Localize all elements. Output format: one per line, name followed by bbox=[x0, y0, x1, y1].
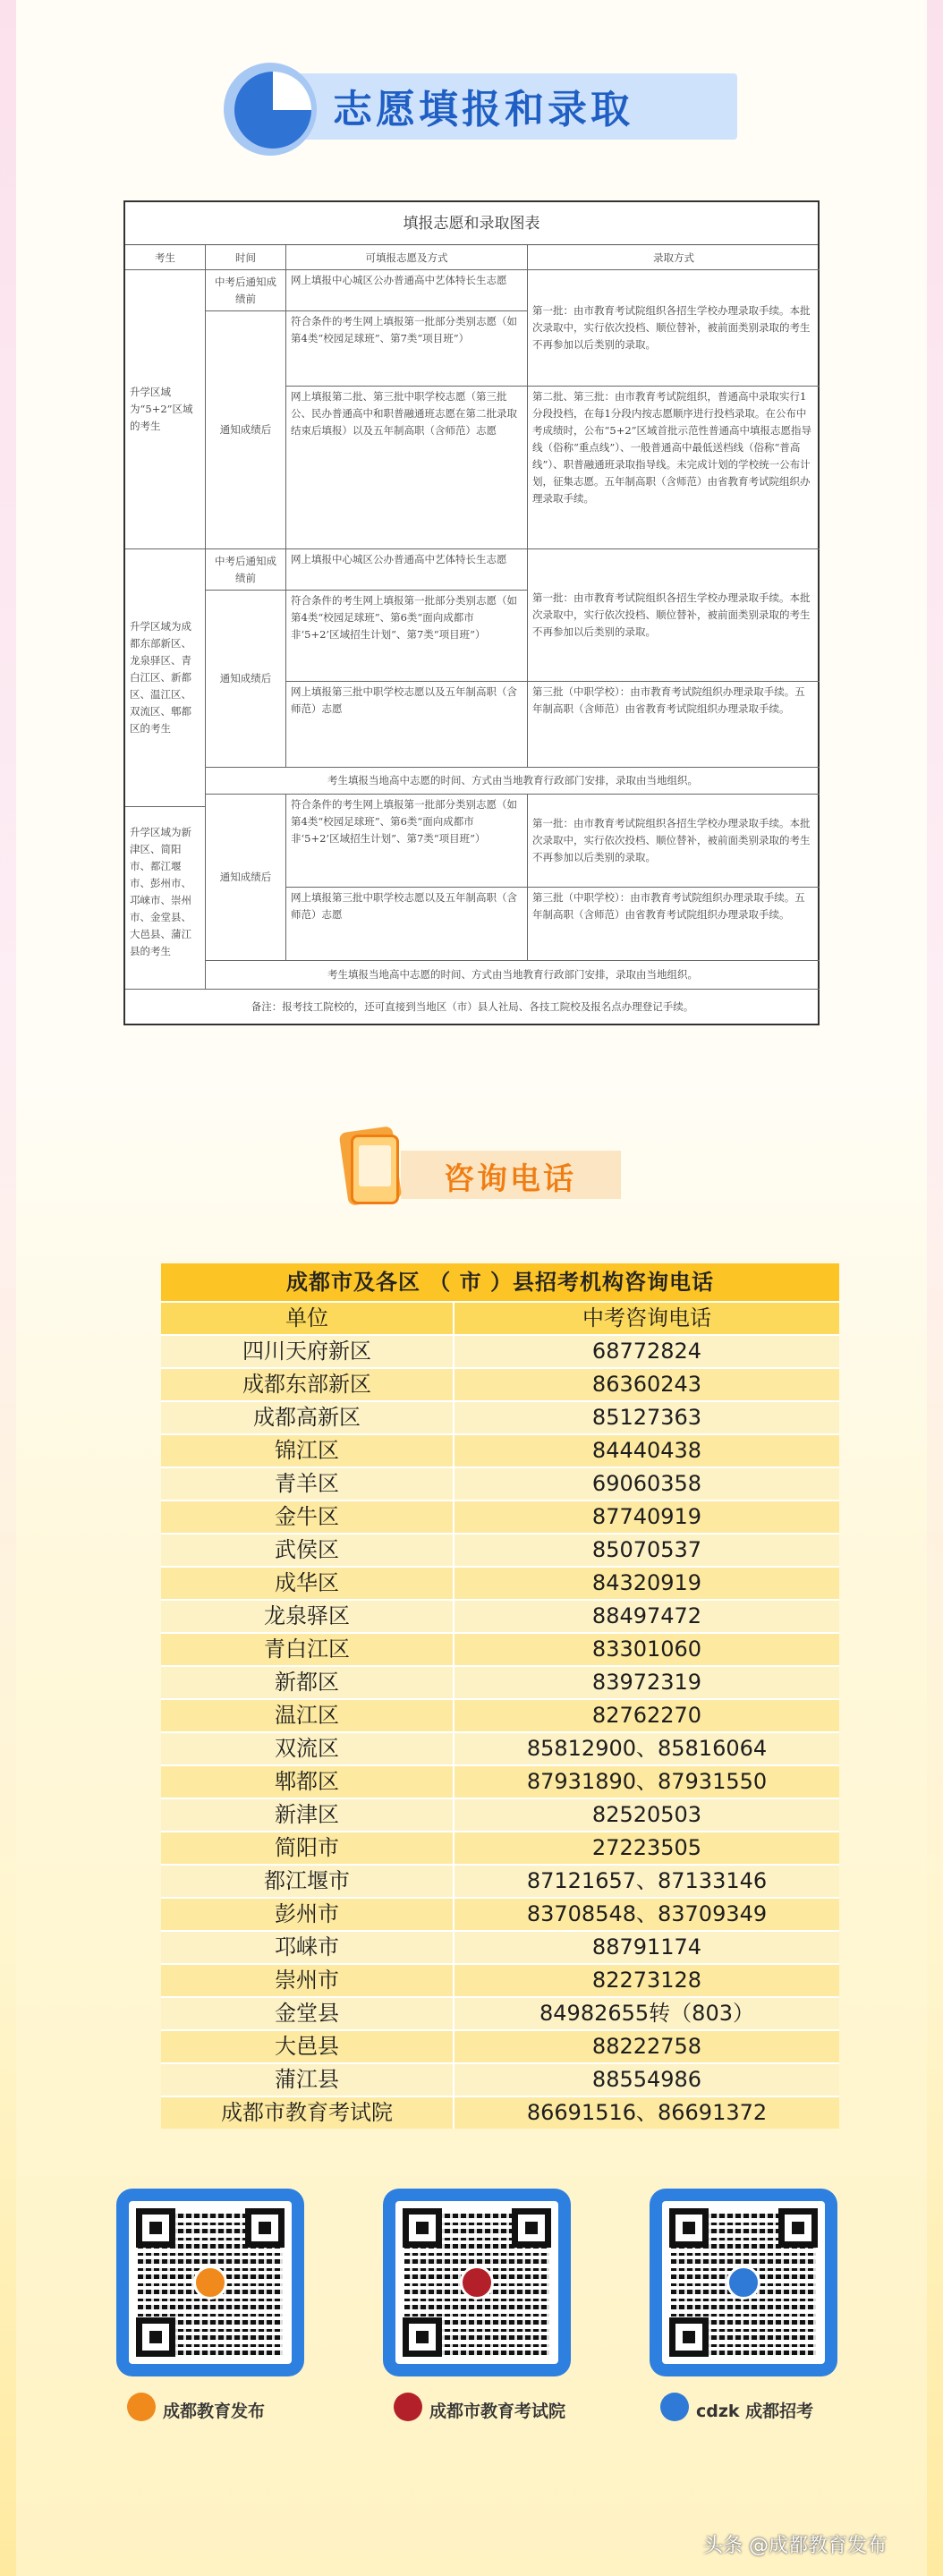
phone-cell: 84982655转（803） bbox=[539, 2001, 754, 2026]
table-row bbox=[161, 1963, 839, 1996]
unit-cell: 龙泉驿区 bbox=[161, 1601, 455, 1632]
table-row bbox=[161, 1864, 839, 1897]
unit-cell: 金堂县 bbox=[161, 1998, 455, 2029]
unit-cell: 双流区 bbox=[161, 1733, 455, 1764]
phone-cell: 87740919 bbox=[591, 1504, 702, 1529]
table-row bbox=[161, 1400, 839, 1433]
unit-cell: 青白江区 bbox=[161, 1634, 455, 1665]
qr-finder-pattern bbox=[136, 2208, 175, 2248]
group1-candidate: 升学区域为“5+2”区域的考生 bbox=[125, 270, 206, 549]
qr-center-logo-icon bbox=[726, 2266, 760, 2300]
group1-time-after: 通知成绩后 bbox=[206, 311, 286, 549]
unit-cell: 郫都区 bbox=[161, 1766, 455, 1798]
section-title-hotline: 咨询电话 bbox=[444, 1161, 576, 1197]
phone-cell: 85127363 bbox=[591, 1405, 702, 1430]
unit-cell: 金牛区 bbox=[161, 1501, 455, 1533]
unit-cell: 成都东部新区 bbox=[161, 1369, 455, 1400]
unit-cell: 成都高新区 bbox=[161, 1402, 455, 1433]
phone-screen-icon bbox=[359, 1145, 391, 1186]
phone-cell: 68772824 bbox=[591, 1339, 702, 1364]
header-time: 时间 bbox=[206, 245, 286, 270]
phone-cell: 85812900、85816064 bbox=[526, 1736, 768, 1761]
qr-code-icon bbox=[129, 2201, 292, 2364]
phone-cell: 83972319 bbox=[591, 1670, 702, 1695]
phone-cell: 88554986 bbox=[591, 2067, 702, 2092]
phone-cell: 84440438 bbox=[591, 1438, 702, 1463]
qr-center-logo-icon bbox=[460, 2266, 494, 2300]
group2-time-before: 中考后通知成绩前 bbox=[206, 549, 286, 591]
group2-time-after: 通知成绩后 bbox=[206, 591, 286, 768]
table-row bbox=[161, 1731, 839, 1764]
admission-remark: 备注：报考技工院校的，还可直接到当地区（市）县人社局、各技工院校及报名点办理登记手续。 bbox=[251, 999, 694, 1013]
header-method: 可填报志愿及方式 bbox=[286, 245, 528, 270]
group3-candidate: 升学区域为新津区、简阳市、都江堰市、彭州市、邛崃市、崇州市、金堂县、大邑县、蒲江县的考生 bbox=[125, 795, 206, 990]
unit-cell: 崇州市 bbox=[161, 1965, 455, 1996]
group3-local-note: 考生填报当地高中志愿的时间、方式由当地教育行政部门安排，录取由当地组织。 bbox=[206, 961, 820, 990]
table-row bbox=[161, 1334, 839, 1367]
table-row bbox=[161, 2029, 839, 2062]
unit-cell: 武侯区 bbox=[161, 1535, 455, 1566]
table-row bbox=[161, 1698, 839, 1731]
phone-cell: 85070537 bbox=[591, 1537, 702, 1562]
phone-cell: 82520503 bbox=[591, 1802, 702, 1827]
phone-cell: 82273128 bbox=[591, 1968, 702, 1993]
table-row bbox=[161, 1367, 839, 1400]
group1-method-1: 网上填报中心城区公办普通高中艺体特长生志愿 bbox=[286, 270, 528, 311]
table-row bbox=[161, 1996, 839, 2029]
header-admission: 录取方式 bbox=[528, 245, 820, 270]
table-row bbox=[161, 1533, 839, 1566]
qr-finder-pattern bbox=[778, 2208, 818, 2248]
watermark: 头条 @成都教育发布 bbox=[703, 2535, 887, 2557]
group2-admission-third: 第三批（中职学校）：由市教育考试院组织办理录取手续。五年制高职（含师范）由省教育考试院组织办理录取手续。 bbox=[528, 682, 820, 768]
group1-admission-first: 第一批：由市教育考试院组织各招生学校办理录取手续。本批次录取中，实行依次投档、顺位替补，被前面类别录取的考生不再参加以后类别的录取。 bbox=[528, 270, 820, 387]
hotline-table-header bbox=[161, 1301, 839, 1334]
unit-cell: 新都区 bbox=[161, 1667, 455, 1698]
unit-cell: 四川天府新区 bbox=[161, 1336, 455, 1367]
group3-method-1: 符合条件的考生网上填报第一批部分类别志愿（如第4类“校园足球班”、第6类“面向成都市非‘5+2’区域招生计划”、第7类“项目班”） bbox=[286, 795, 528, 888]
phone-cell: 87931890、87931550 bbox=[526, 1769, 768, 1794]
qr-finder-pattern bbox=[403, 2208, 442, 2248]
hotline-table bbox=[161, 1263, 839, 2129]
hotline-table-title: 成都市及各区 （ 市 ）县招考机构咨询电话 bbox=[161, 1263, 839, 1301]
group3-time: 通知成绩后 bbox=[206, 795, 286, 961]
table-row bbox=[161, 1433, 839, 1467]
left-border-decoration bbox=[0, 0, 16, 2576]
right-border-decoration bbox=[927, 0, 943, 2576]
table-row bbox=[161, 1467, 839, 1500]
qr-label: 成都教育发布 bbox=[163, 2402, 266, 2421]
group1-method-2: 符合条件的考生网上填报第一批部分类别志愿（如第4类“校园足球班”、第7类“项目班”） bbox=[286, 311, 528, 387]
qr-finder-pattern bbox=[403, 2317, 442, 2357]
phone-cell: 88222758 bbox=[591, 2034, 702, 2059]
unit-cell: 简阳市 bbox=[161, 1832, 455, 1864]
section-title-volunteer: 志愿填报和录取 bbox=[333, 87, 633, 132]
table-row bbox=[161, 2096, 839, 2129]
admission-table bbox=[123, 200, 820, 1025]
phone-cell: 88497472 bbox=[591, 1603, 702, 1628]
unit-cell: 新津区 bbox=[161, 1799, 455, 1831]
table-row bbox=[161, 1831, 839, 1864]
unit-cell: 邛崃市 bbox=[161, 1932, 455, 1963]
phone-cell: 83301060 bbox=[591, 1637, 702, 1662]
phone-cell: 86360243 bbox=[591, 1372, 702, 1397]
unit-cell: 大邑县 bbox=[161, 2031, 455, 2062]
qr-finder-pattern bbox=[136, 2317, 175, 2357]
pie-chart-icon bbox=[234, 72, 311, 149]
phone-cell: 69060358 bbox=[591, 1471, 702, 1496]
qr-code-card[interactable] bbox=[383, 2189, 571, 2376]
brand-logo-icon bbox=[394, 2393, 422, 2421]
table-row bbox=[161, 2062, 839, 2096]
header-phone: 中考咨询电话 bbox=[582, 1305, 711, 1331]
qr-code-icon bbox=[662, 2201, 825, 2364]
table-row bbox=[161, 1566, 839, 1599]
header-candidate: 考生 bbox=[125, 245, 206, 270]
unit-cell: 青羊区 bbox=[161, 1468, 455, 1500]
table-row bbox=[161, 1798, 839, 1831]
table-row bbox=[161, 1632, 839, 1665]
unit-cell: 锦江区 bbox=[161, 1435, 455, 1467]
qr-finder-pattern bbox=[669, 2317, 709, 2357]
qr-code-icon bbox=[395, 2201, 558, 2364]
header-unit: 单位 bbox=[161, 1303, 455, 1334]
unit-cell: 都江堰市 bbox=[161, 1866, 455, 1897]
admission-table-title: 填报志愿和录取图表 bbox=[125, 202, 818, 245]
unit-cell: 成都市教育考试院 bbox=[161, 2097, 455, 2129]
group2-method-3: 网上填报第三批中职学校志愿以及五年制高职（含师范）志愿 bbox=[286, 682, 528, 768]
group3-method-2: 网上填报第三批中职学校志愿以及五年制高职（含师范）志愿 bbox=[286, 888, 528, 961]
unit-cell: 蒲江县 bbox=[161, 2064, 455, 2096]
group2-admission-first: 第一批：由市教育考试院组织各招生学校办理录取手续。本批次录取中，实行依次投档、顺位替补，被前面类别录取的考生不再参加以后类别的录取。 bbox=[528, 549, 820, 682]
phone-cell: 87121657、87133146 bbox=[526, 1868, 768, 1893]
table-row bbox=[161, 1500, 839, 1533]
unit-cell: 彭州市 bbox=[161, 1899, 455, 1930]
group2-candidate: 升学区域为成都东部新区、龙泉驿区、青白江区、新都区、温江区、双流区、郫都区的考生 bbox=[125, 549, 206, 807]
brand-logo-icon bbox=[127, 2393, 156, 2421]
phone-cell: 82762270 bbox=[591, 1703, 702, 1728]
qr-label: cdzk 成都招考 bbox=[696, 2402, 814, 2421]
qr-label: 成都市教育考试院 bbox=[429, 2402, 566, 2421]
qr-code-card[interactable] bbox=[650, 2189, 837, 2376]
group2-method-2: 符合条件的考生网上填报第一批部分类别志愿（如第4类“校园足球班”、第6类“面向成都市非‘5+2’区域招生计划”、第7类“项目班”） bbox=[286, 591, 528, 682]
group3-admission-first: 第一批：由市教育考试院组织各招生学校办理录取手续。本批次录取中，实行依次投档、顺位替补，被前面类别录取的考生不再参加以后类别的录取。 bbox=[528, 795, 820, 888]
unit-cell: 温江区 bbox=[161, 1700, 455, 1731]
table-row bbox=[161, 1930, 839, 1963]
qr-finder-pattern bbox=[245, 2208, 285, 2248]
table-row bbox=[161, 1665, 839, 1698]
table-row bbox=[161, 1897, 839, 1930]
phone-cell: 83708548、83709349 bbox=[526, 1901, 768, 1926]
group1-method-3: 网上填报第二批、第三批中职学校志愿（第三批公、民办普通高中和职普融通班志愿在第二批录取结束后填报）以及五年制高职（含师范）志愿 bbox=[286, 387, 528, 549]
phone-cell: 27223505 bbox=[591, 1835, 702, 1860]
unit-cell: 成华区 bbox=[161, 1568, 455, 1599]
table-row bbox=[161, 1764, 839, 1798]
group2-local-note: 考生填报当地高中志愿的时间、方式由当地教育行政部门安排，录取由当地组织。 bbox=[206, 768, 820, 795]
phone-cell: 84320919 bbox=[591, 1570, 702, 1595]
brand-logo-icon bbox=[660, 2393, 689, 2421]
phone-cell: 88791174 bbox=[591, 1934, 702, 1960]
group1-time-before: 中考后通知成绩前 bbox=[206, 270, 286, 311]
table-row bbox=[161, 1599, 839, 1632]
qr-center-logo-icon bbox=[193, 2266, 227, 2300]
group1-admission-second: 第二批、第三批：由市教育考试院组织，普通高中录取实行1分段投档，在每1分段内按志愿顺序进行投档录取。在公布中考成绩时，公布“5+2”区域首批示范性普通高中填报志愿指导线（俗称“重点线”）、一般普通高中最低送档线（俗称“普高线”）、职普融通班录取指导线。未完成计划的学校统一公布计划，征集志愿。五年制高职（含师范）由省教育考试院组织办理录取手续。 bbox=[528, 387, 820, 549]
group3-admission-third: 第三批（中职学校）：由市教育考试院组织办理录取手续。五年制高职（含师范）由省教育考试院组织办理录取手续。 bbox=[528, 888, 820, 961]
group2-method-1: 网上填报中心城区公办普通高中艺体特长生志愿 bbox=[286, 549, 528, 591]
qr-finder-pattern bbox=[669, 2208, 709, 2248]
phone-cell: 86691516、86691372 bbox=[526, 2100, 768, 2125]
qr-code-card[interactable] bbox=[116, 2189, 304, 2376]
qr-finder-pattern bbox=[512, 2208, 551, 2248]
